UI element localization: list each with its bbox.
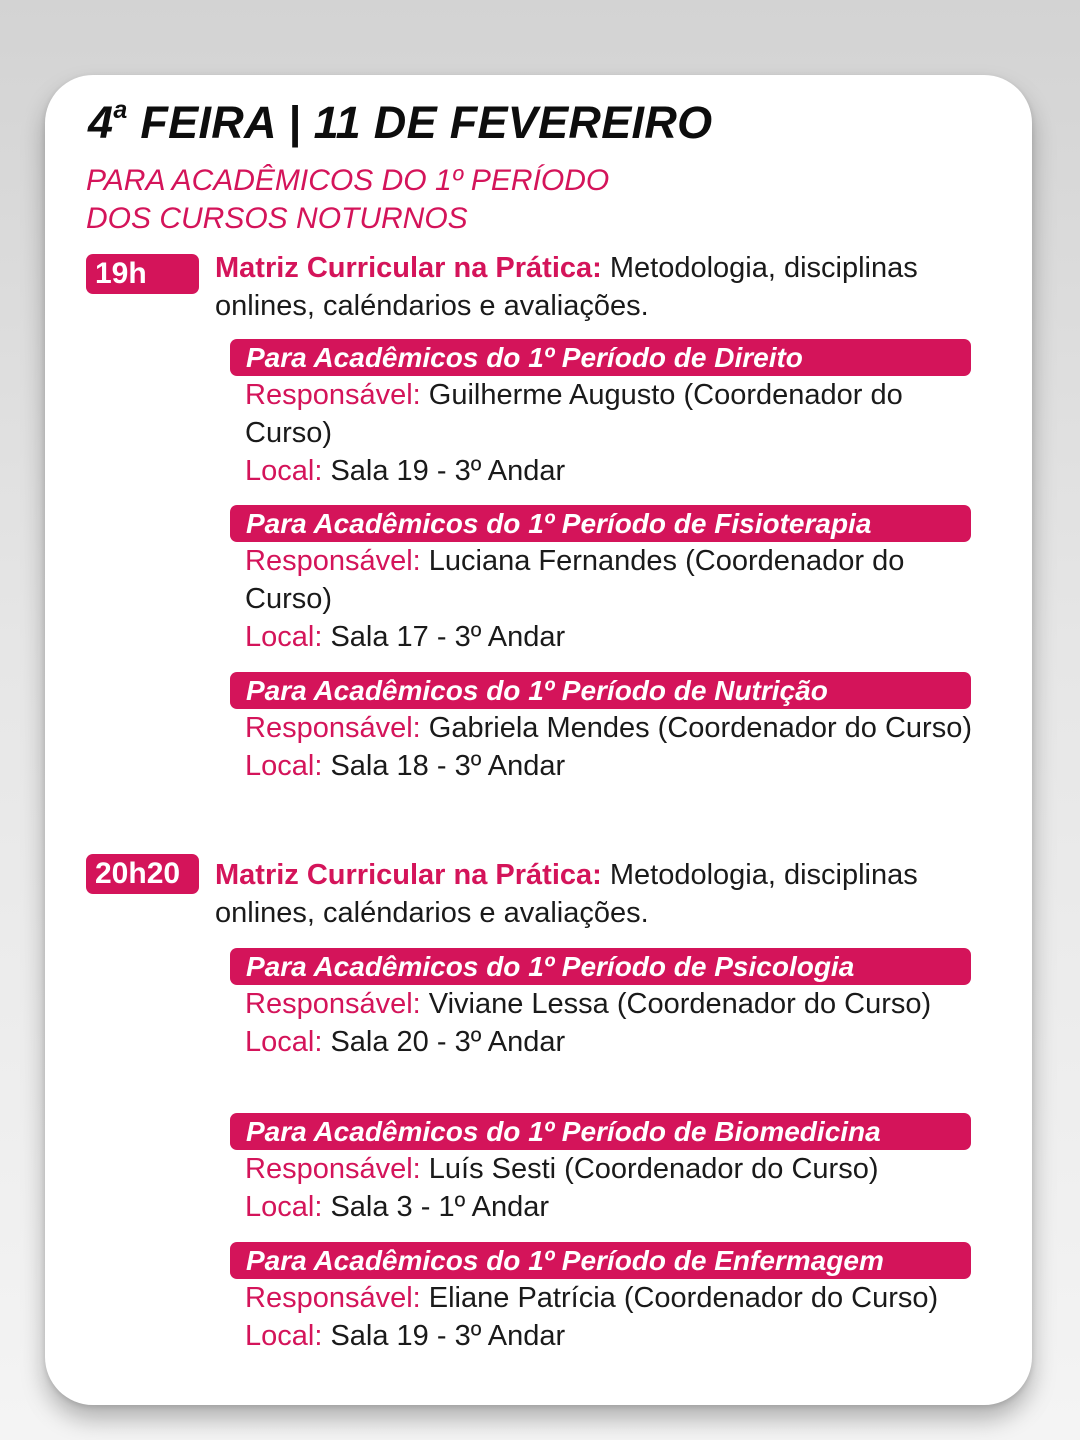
course-responsavel: Responsável: Gabriela Mendes (Coordenador do Curso)	[245, 712, 973, 744]
course-local: Local: Sala 3 - 1º Andar	[245, 1191, 550, 1223]
course-block-nutricao	[230, 672, 990, 785]
subtitle-line-2: DOS CURSOS NOTURNOS	[86, 202, 468, 235]
subtitle-line-1: PARA ACADÊMICOS DO 1º PERÍODO	[86, 164, 610, 197]
course-title: Para Acadêmicos do 1º Período de Enfermagem	[230, 1242, 971, 1279]
session-description: Matriz Curricular na Prática: Metodologia, disciplinas onlines, caléndarios e avaliações.	[215, 252, 918, 322]
course-responsavel: Responsável: Guilherme Augusto (Coordenador do Curso)	[245, 379, 903, 449]
page-title: 4$^a$ FEIRA | 11 DE FEVEREIRO	[88, 96, 713, 148]
course-local: Local: Sala 19 - 3º Andar	[245, 455, 566, 487]
page-subtitle	[86, 162, 786, 238]
course-responsavel: Responsável: Luciana Fernandes (Coordenador do Curso)	[245, 545, 905, 615]
time-badge-20h20: 20h20	[86, 854, 199, 894]
course-responsavel: Responsável: Viviane Lessa (Coordenador do Curso)	[245, 988, 932, 1020]
course-local: Local: Sala 20 - 3º Andar	[245, 1026, 566, 1058]
course-local: Local: Sala 18 - 3º Andar	[245, 750, 566, 782]
session-description: Matriz Curricular na Prática: Metodologia, disciplinas onlines, caléndarios e avaliações.	[215, 859, 918, 929]
course-responsavel: Responsável: Eliane Patrícia (Coordenador do Curso)	[245, 1282, 939, 1314]
course-block-enfermagem	[230, 1242, 990, 1355]
course-title: Para Acadêmicos do 1º Período de Nutrição	[230, 672, 971, 709]
course-title: Para Acadêmicos do 1º Período de Psicologia	[230, 948, 971, 985]
course-responsavel: Responsável: Luís Sesti (Coordenador do Curso)	[245, 1153, 879, 1185]
course-local: Local: Sala 19 - 3º Andar	[245, 1320, 566, 1352]
course-block-direito	[230, 339, 990, 490]
course-title: Para Acadêmicos do 1º Período de Biomedicina	[230, 1113, 971, 1150]
course-block-fisioterapia	[230, 505, 990, 656]
course-local: Local: Sala 17 - 3º Andar	[245, 621, 566, 653]
time-badge-19h: 19h	[86, 254, 199, 294]
course-block-psicologia	[230, 948, 990, 1061]
course-title: Para Acadêmicos do 1º Período de Direito	[230, 339, 971, 376]
course-title: Para Acadêmicos do 1º Período de Fisioterapia	[230, 505, 971, 542]
course-block-biomedicina	[230, 1113, 990, 1226]
